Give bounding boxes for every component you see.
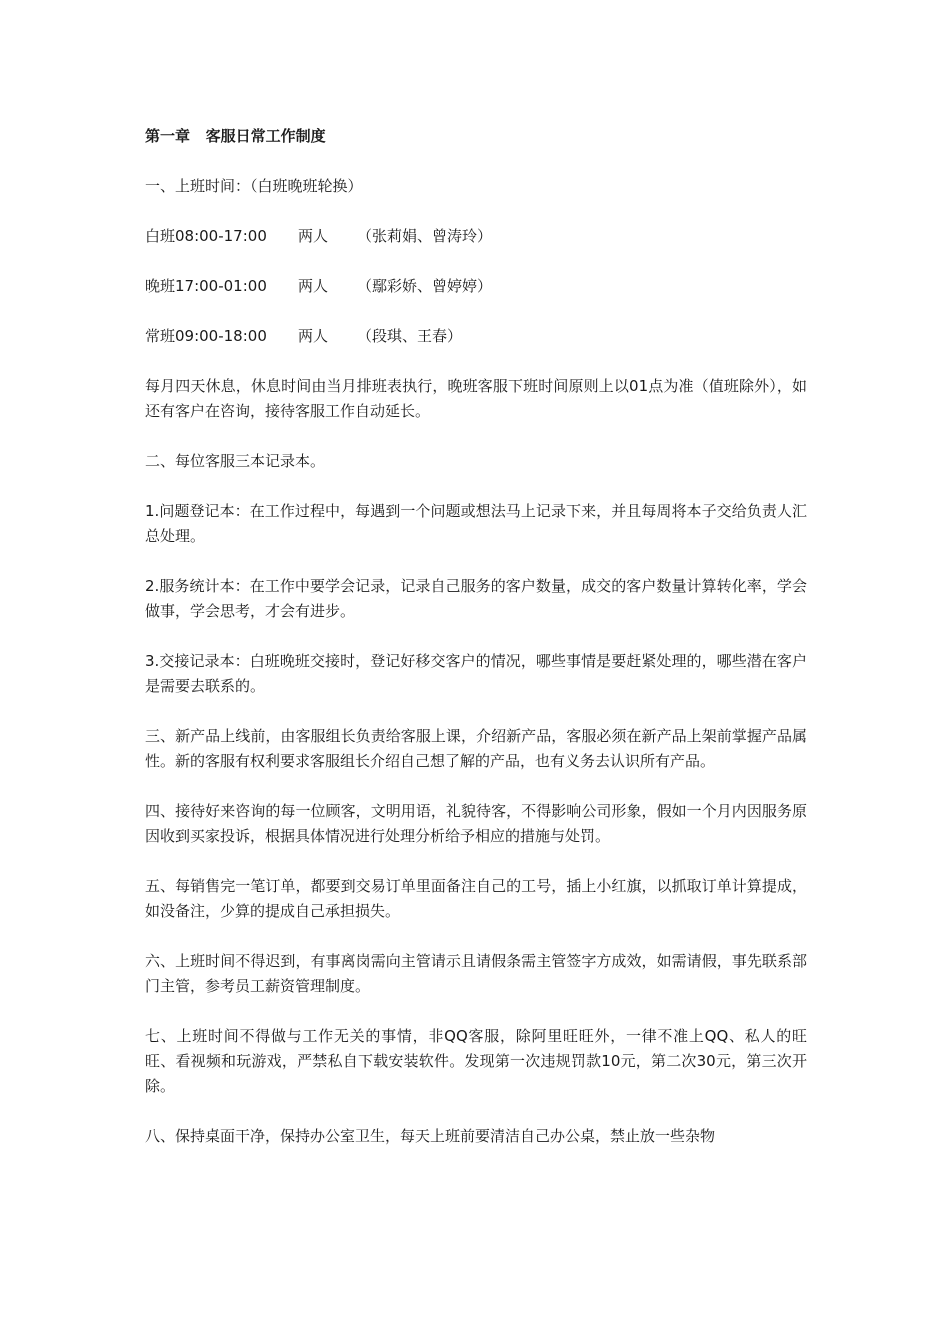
section-notebooks-heading: 二、每位客服三本记录本。 [145, 452, 326, 470]
shift-count: 两人 [298, 277, 329, 295]
rule-paragraph-8: 八、保持桌面干净，保持办公室卫生，每天上班前要清洁自己办公桌，禁止放一些杂物 [145, 1127, 716, 1145]
shift-name: 晚班17:00-01:00 [145, 277, 267, 295]
shift-staff: （段琪、王春） [357, 327, 463, 345]
rule-paragraph-5: 五、每销售完一笔订单，都要到交易订单里面备注自己的工号，插上小红旗，以抓取订单计算提成，如没备注，少算的提成自己承担损失。 [145, 877, 807, 920]
shift-count: 两人 [298, 327, 329, 345]
shift-row-day [145, 224, 807, 249]
section-work-hours-heading: 一、上班时间：（白班晚班轮换） [145, 177, 363, 195]
rule-paragraph-3: 三、新产品上线前，由客服组长负责给客服上课，介绍新产品，客服必须在新产品上架前掌握产品属性。新的客服有权利要求客服组长介绍自己想了解的产品，也有义务去认识所有产品。 [145, 727, 807, 770]
rule-paragraph-7: 七、上班时间不得做与工作无关的事情，非QQ客服，除阿里旺旺外，一律不准上QQ、私人的旺旺、看视频和玩游戏，严禁私自下载安装软件。发现第一次违规罚款10元，第二次30元，第三次开除。 [145, 1027, 807, 1095]
rule-paragraph-4: 四、接待好来咨询的每一位顾客，文明用语，礼貌待客，不得影响公司形象，假如一个月内因服务原因收到买家投诉，根据具体情况进行处理分析给予相应的措施与处罚。 [145, 802, 807, 845]
notebook-item-service-stats: 2.服务统计本：在工作中要学会记录，记录自己服务的客户数量，成交的客户数量计算转化率，学会做事，学会思考，才会有进步。 [145, 577, 807, 620]
chapter-title: 第一章 客服日常工作制度 [145, 127, 326, 145]
rule-paragraph-6: 六、上班时间不得迟到，有事离岗需向主管请示且请假条需主管签字方成效，如需请假，事先联系部门主管，参考员工薪资管理制度。 [145, 952, 807, 995]
document-body [145, 124, 807, 1174]
shift-name: 白班08:00-17:00 [145, 227, 267, 245]
shift-name: 常班09:00-18:00 [145, 327, 267, 345]
notebook-item-issues: 1.问题登记本：在工作过程中，每遇到一个问题或想法马上记录下来，并且每周将本子交给负责人汇总处理。 [145, 502, 807, 545]
shift-staff: （鄢彩娇、曾婷婷） [357, 277, 493, 295]
shift-row-regular [145, 324, 807, 349]
shift-count: 两人 [298, 227, 329, 245]
shift-staff: （张莉娟、曾涛玲） [357, 227, 493, 245]
shift-row-night [145, 274, 807, 299]
notebook-item-handover: 3.交接记录本：白班晚班交接时，登记好移交客户的情况，哪些事情是要赶紧处理的，哪些潜在客户是需要去联系的。 [145, 652, 807, 695]
rest-rule-paragraph: 每月四天休息，休息时间由当月排班表执行，晚班客服下班时间原则上以01点为准（值班除外），如还有客户在咨询，接待客服工作自动延长。 [145, 377, 807, 420]
